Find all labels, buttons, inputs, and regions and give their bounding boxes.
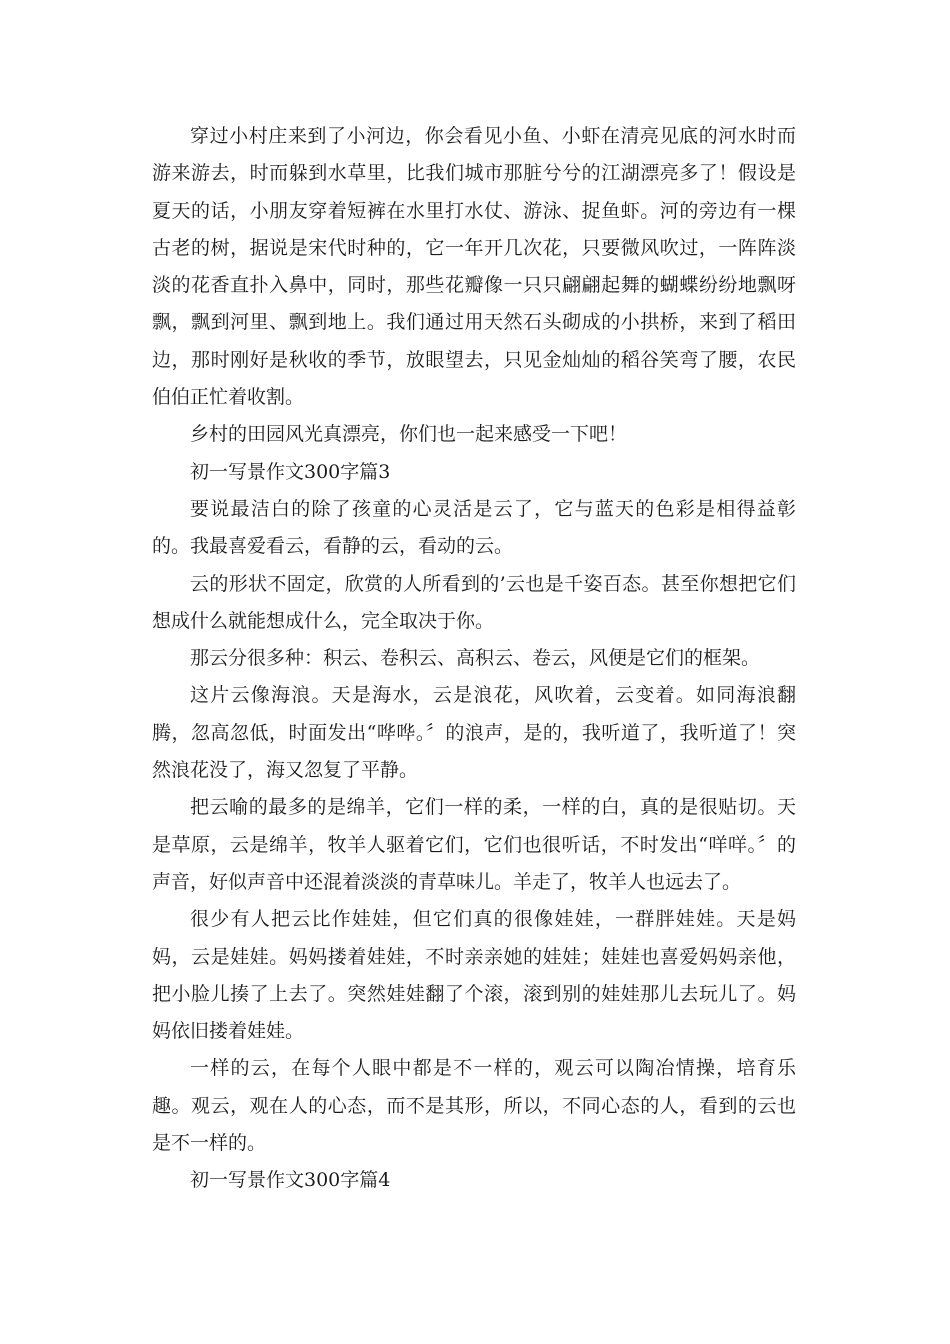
document-page xyxy=(152,118,796,1200)
paragraph-cloud-types: 那云分很多种：积云、卷积云、高积云、卷云，风便是它们的框架。 xyxy=(190,647,761,670)
essay-heading-3: 初一写景作文300字篇3 xyxy=(190,460,391,483)
essay-heading-4: 初一写景作文300字篇4 xyxy=(190,1169,391,1192)
paragraph-cloud-conclusion: 一样的云，在每个人眼中都是不一样的，观云可以陶冶情操，培育乐趣。观云，观在人的心态，而不是其形，所以，不同心态的人，看到的云也是不一样的。 xyxy=(152,1057,796,1155)
paragraph-village-river: 穿过小村庄来到了小河边，你会看见小鱼、小虾在清亮见底的河水时而游来游去，时而躲到水草里，比我们城市那脏兮兮的江湖漂亮多了！假设是夏天的话，小朋友穿着短裤在水里打水仗、游泳、捉鱼虾。河的旁边有一棵古老的树，据说是宋代时种的，它一年开几次花，只要微风吹过，一阵阵淡淡的花香直扑入鼻中，同时，那些花瓣像一只只翩翩起舞的蝴蝶纷纷地飘呀飘，飘到河里、飘到地上。我们通过用天然石头砌成的小拱桥，来到了稻田边，那时刚好是秋收的季节，放眼望去，只见金灿灿的稻谷笑弯了腰，农民伯伯正忙着收割。 xyxy=(152,125,796,409)
paragraph-cloud-sheep: 把云喻的最多的是绵羊，它们一样的柔，一样的白，真的是很贴切。天是草原，云是绵羊，牧羊人驱着它们，它们也很听话，不时发出“咩咩。〞的声音，好似声音中还混着淡淡的青草味儿。羊走了，牧羊人也远去了。 xyxy=(152,796,796,893)
paragraph-village-summary: 乡村的田园风光真漂亮，你们也一起来感受一下吧！ xyxy=(190,423,628,446)
paragraph-cloud-intro: 要说最洁白的除了孩童的心灵活是云了，它与蓝天的色彩是相得益彰的。我最喜爱看云，看静的云，看动的云。 xyxy=(152,497,796,558)
paragraph-cloud-dolls: 很少有人把云比作娃娃，但它们真的很像娃娃，一群胖娃娃。天是妈妈，云是娃娃。妈妈搂着娃娃，不时亲亲她的娃娃；娃娃也喜爱妈妈亲他，把小脸儿揍了上去了。突然娃娃翻了个滚，滚到别的娃娃那儿去玩儿了。妈妈依旧搂着娃娃。 xyxy=(152,908,796,1043)
paragraph-cloud-waves: 这片云像海浪。天是海水，云是浪花，风吹着，云变着。如同海浪翻腾，忽高忽低，时面发出“哗哗。〞的浪声，是的，我听道了，我听道了！突然浪花没了，海又忽复了平静。 xyxy=(152,684,796,782)
paragraph-cloud-shape: 云的形状不固定，欣赏的人所看到的’云也是千姿百态。甚至你想把它们想成什么就能想成什么，完全取决于你。 xyxy=(152,572,796,632)
